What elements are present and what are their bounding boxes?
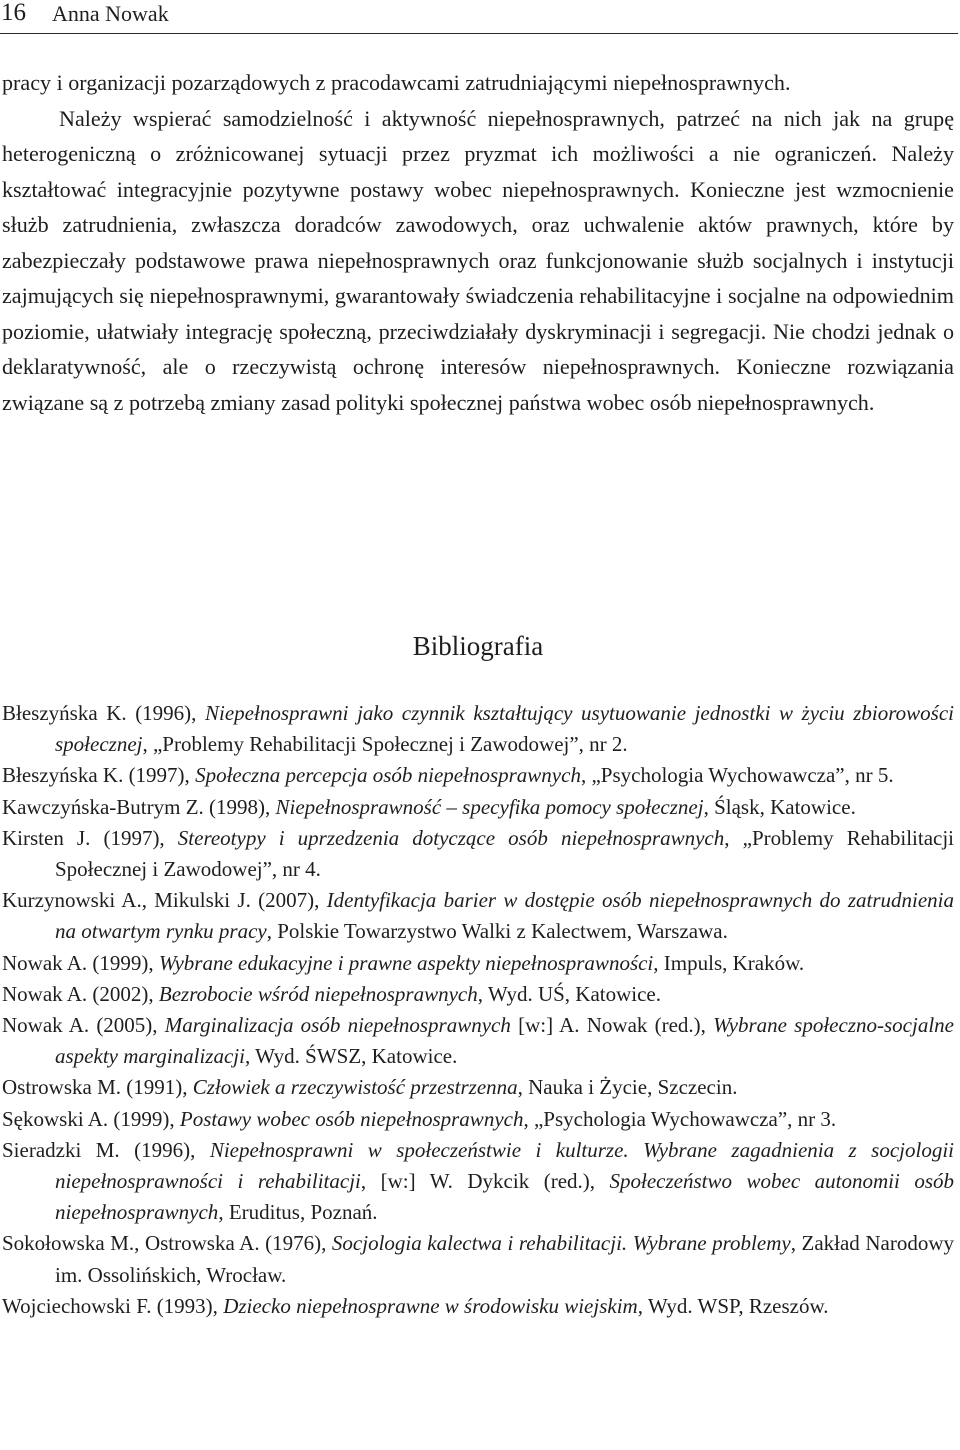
bibliography-entry: Błeszyńska K. (1997), Społeczna percepcja osób niepełnosprawnych, „Psychologia Wychowawcza”, nr 5. [2, 763, 894, 788]
bibliography-entry: Sokołowska M., Ostrowska A. (1976), Socjologia kalectwa i rehabilitacji. Wybrane problemy, Zakład Narodowy im. Ossolińskich, Wrocław. [2, 1231, 954, 1287]
work-title: Socjologia kalectwa i rehabilitacji. Wybrane problemy [331, 1231, 791, 1256]
work-title: Postawy wobec osób niepełnosprawnych [179, 1106, 524, 1131]
work-title: Stereotypy i uprzedzenia dotyczące osób niepełnosprawnych [177, 825, 725, 850]
work-title: Marginalizacja osób niepełnosprawnych [164, 1013, 511, 1038]
bibliography-entry: Kurzynowski A., Mikulski J. (2007), Identyfikacja barier w dostępie osób niepełnosprawnych do zatrudnienia na otwartym rynku pracy, Polskie Towarzystwo Walki z Kalectwem, Warszawa. [2, 888, 955, 944]
bibliography-entry: Błeszyńska K. (1996), Niepełnosprawni jako czynnik kształtujący usytuowanie jednostki w życiu zbiorowości społecznej, „Problemy Rehabilitacji Społecznej i Zawodowej”, nr 2. [2, 701, 954, 757]
work-title: Społeczna percepcja osób niepełnosprawnych [195, 763, 581, 788]
bibliography-entry: Nowak A. (1999), Wybrane edukacyjne i prawne aspekty niepełnosprawności, Impuls, Kraków. [2, 950, 805, 975]
page-number: 16 [1, 0, 26, 26]
bibliography-entry: Nowak A. (2005), Marginalizacja osób niepełnosprawnych [w:] A. Nowak (red.), Wybrane społeczno-socjalne aspekty marginalizacji, Wyd. ŚWSZ, Katowice. [2, 1013, 954, 1069]
volume-title: Społeczeństwo wobec autonomii osób niepełnosprawnych [55, 1169, 954, 1225]
work-title: Bezrobocie wśród niepełnosprawnych [158, 981, 478, 1006]
running-header [0, 0, 958, 34]
body-paragraph: pracy i organizacji pozarządowych z pracodawcami zatrudniającymi niepełnosprawnych. [2, 70, 791, 95]
bibliography-entry: Kirsten J. (1997), Stereotypy i uprzedzenia dotyczące osób niepełnosprawnych, „Problemy Rehabilitacji Społecznej i Zawodowej”, nr 4. [2, 825, 955, 882]
bibliography-entry: Ostrowska M. (1991), Człowiek a rzeczywistość przestrzenna, Nauka i Życie, Szczecin. [2, 1075, 738, 1100]
running-header-author: Anna Nowak [52, 1, 169, 26]
bibliography-entry: Kawczyńska-Butrym Z. (1998), Niepełnosprawność – specyfika pomocy społecznej, Śląsk, Katowice. [2, 794, 856, 819]
work-title: Niepełnosprawni w społeczeństwie i kulturze. Wybrane zagadnienia z socjologii niepełnosprawności i rehabilitacji [55, 1137, 954, 1194]
bibliography-entry: Nowak A. (2002), Bezrobocie wśród niepełnosprawnych, Wyd. UŚ, Katowice. [2, 981, 662, 1006]
bibliography-entry: Sieradzki M. (1996), Niepełnosprawni w społeczeństwie i kulturze. Wybrane zagadnienia z socjologii niepełnosprawności i rehabilitacji, [w:] W. Dykcik (red.), Społeczeństwo wobec autonomii osób niepełnosprawnych, Eruditus, Poznań. [2, 1137, 954, 1225]
work-title: Człowiek a rzeczywistość przestrzenna [192, 1075, 518, 1100]
bibliography-entry: Wojciechowski F. (1993), Dziecko niepełnosprawne w środowisku wiejskim, Wyd. WSP, Rzeszów. [2, 1293, 829, 1318]
work-title: Niepełnosprawność – specyfika pomocy społecznej [275, 794, 704, 819]
bibliography-list [2, 698, 954, 1322]
work-title: Niepełnosprawni jako czynnik kształtujący usytuowanie jednostki w życiu zbiorowości społecznej [55, 701, 954, 757]
volume-title: Wybrane społeczno-socjalne aspekty marginalizacji [55, 1013, 954, 1069]
section-title-bibliography: Bibliografia [412, 631, 544, 661]
body-text [2, 65, 954, 420]
bibliography-entry: Sękowski A. (1999), Postawy wobec osób niepełnosprawnych, „Psychologia Wychowawcza”, nr 3. [2, 1106, 837, 1131]
work-title: Wybrane edukacyjne i prawne aspekty niepełnosprawności [158, 950, 654, 975]
work-title: Identyfikacja barier w dostępie osób niepełnosprawnych do zatrudnienia na otwartym rynku pracy [55, 888, 955, 944]
work-title: Dziecko niepełnosprawne w środowisku wiejskim [223, 1293, 638, 1318]
body-paragraph: Należy wspierać samodzielność i aktywność niepełnosprawnych, patrzeć na nich jak na grupę heterogeniczną o zróżnicowanej sytuacji przez pryzmat ich możliwości a nie ograniczeń. Należy kształtować integracyjnie pozytywne postawy wobec niepełnosprawnych. Konieczne jest wzmocnienie służb zatrudnienia, zwłaszcza doradców zawodowych, oraz uchwalenie aktów prawnych, które by zabezpieczały podstawowe prawa niepełnosprawnych oraz funkcjonowanie służb socjalnych i instytucji zajmujących się niepełnosprawnymi, gwarantowały świadczenia rehabilitacyjne i socjalne na odpowiednim poziomie, ułatwiały integrację społeczną, przeciwdziałały dyskryminacji i segregacji. Nie chodzi jednak o deklaratywność, ale o rzeczywistą ochronę interesów niepełnosprawnych. Konieczne rozwiązania związane są z potrzebą zmiany zasad polityki społecznej państwa wobec osób niepełnosprawnych. [2, 105, 954, 415]
